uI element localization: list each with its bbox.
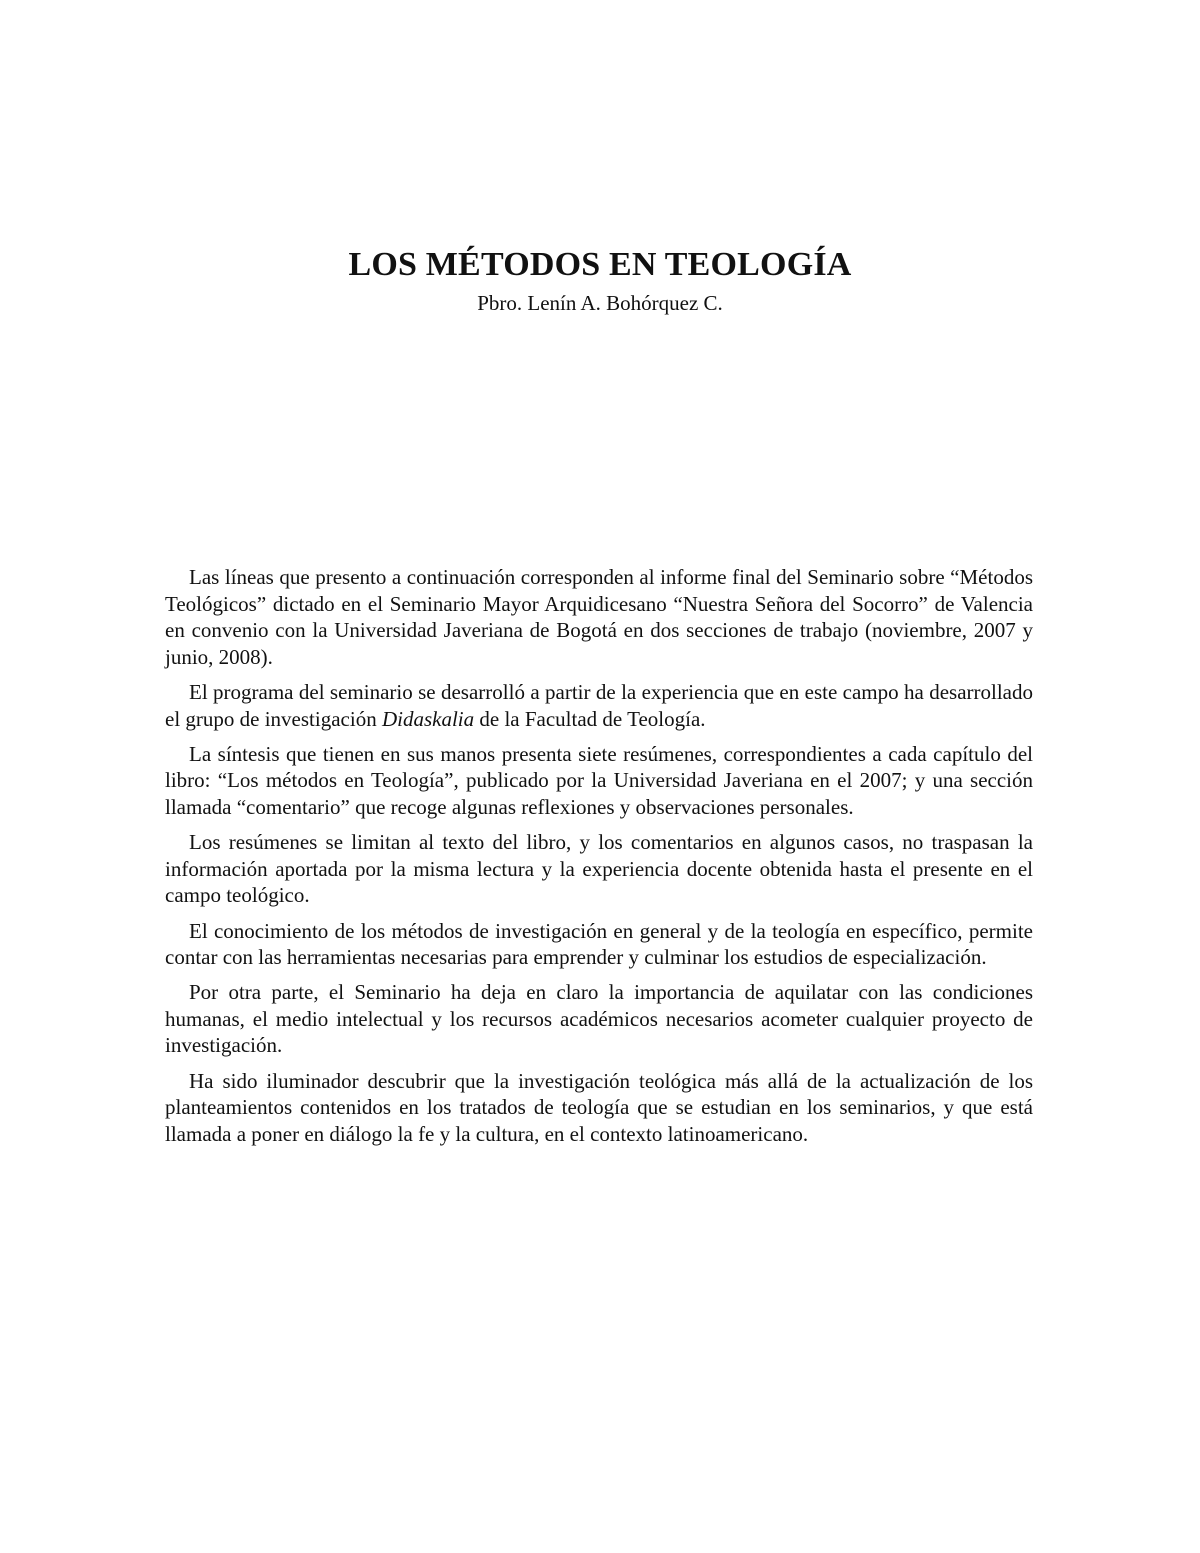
paragraph-text: Ha sido iluminador descubrir que la investigación teológica más allá de la actualización de los planteamientos contenidos en los tratados de teología que se estudian en los seminarios, y que está llamada a poner en diálogo la fe y la cultura, en el contexto latinoamericano. [165, 1068, 1033, 1146]
paragraph [165, 829, 1033, 909]
paragraph-text: de la Facultad de Teología. [474, 706, 706, 731]
paragraph [165, 564, 1033, 670]
paragraph [165, 679, 1033, 732]
document-title: LOS MÉTODOS EN TEOLOGÍA [348, 245, 852, 283]
paragraph [165, 1068, 1033, 1148]
document-body [165, 564, 1033, 1156]
paragraph-text: Por otra parte, el Seminario ha deja en claro la importancia de aquilatar con las condiciones humanas, el medio intelectual y los recursos académicos necesarios acometer cualquier proyecto de investigación. [165, 980, 1033, 1058]
paragraph-text: El programa del seminario se desarrolló a partir de la experiencia que en este campo ha desarrollado el grupo de investigación [165, 679, 1033, 731]
document-author: Pbro. Lenín A. Bohórquez C. [477, 291, 723, 315]
paragraph-text: Los resúmenes se limitan al texto del libro, y los comentarios en algunos casos, no traspasan la información aportada por la misma lectura y la experiencia docente obtenida hasta el presente en el campo teológico. [165, 830, 1033, 908]
paragraph [165, 918, 1033, 971]
paragraph [165, 979, 1033, 1059]
paragraph-text: Las líneas que presento a continuación corresponden al informe final del Seminario sobre “Métodos Teológicos” dictado en el Seminario Mayor Arquidicesano “Nuestra Señora del Socorro” de Valencia en convenio con la Universidad Javeriana de Bogotá en dos secciones de trabajo (noviembre, 2007 y junio, 2008). [165, 565, 1033, 669]
paragraph-text: La síntesis que tienen en sus manos presenta siete resúmenes, correspondientes a cada capítulo del libro: “Los métodos en Teología”, publicado por la Universidad Javeriana en el 2007; y una sección llamada “comentario” que recoge algunas reflexiones y observaciones personales. [165, 741, 1033, 819]
paragraph-italic-text: Didaskalia [381, 706, 475, 731]
paragraph-text: El conocimiento de los métodos de investigación en general y de la teología en específico, permite contar con las herramientas necesarias para emprender y culminar los estudios de especialización. [165, 918, 1033, 970]
paragraph [165, 741, 1033, 821]
